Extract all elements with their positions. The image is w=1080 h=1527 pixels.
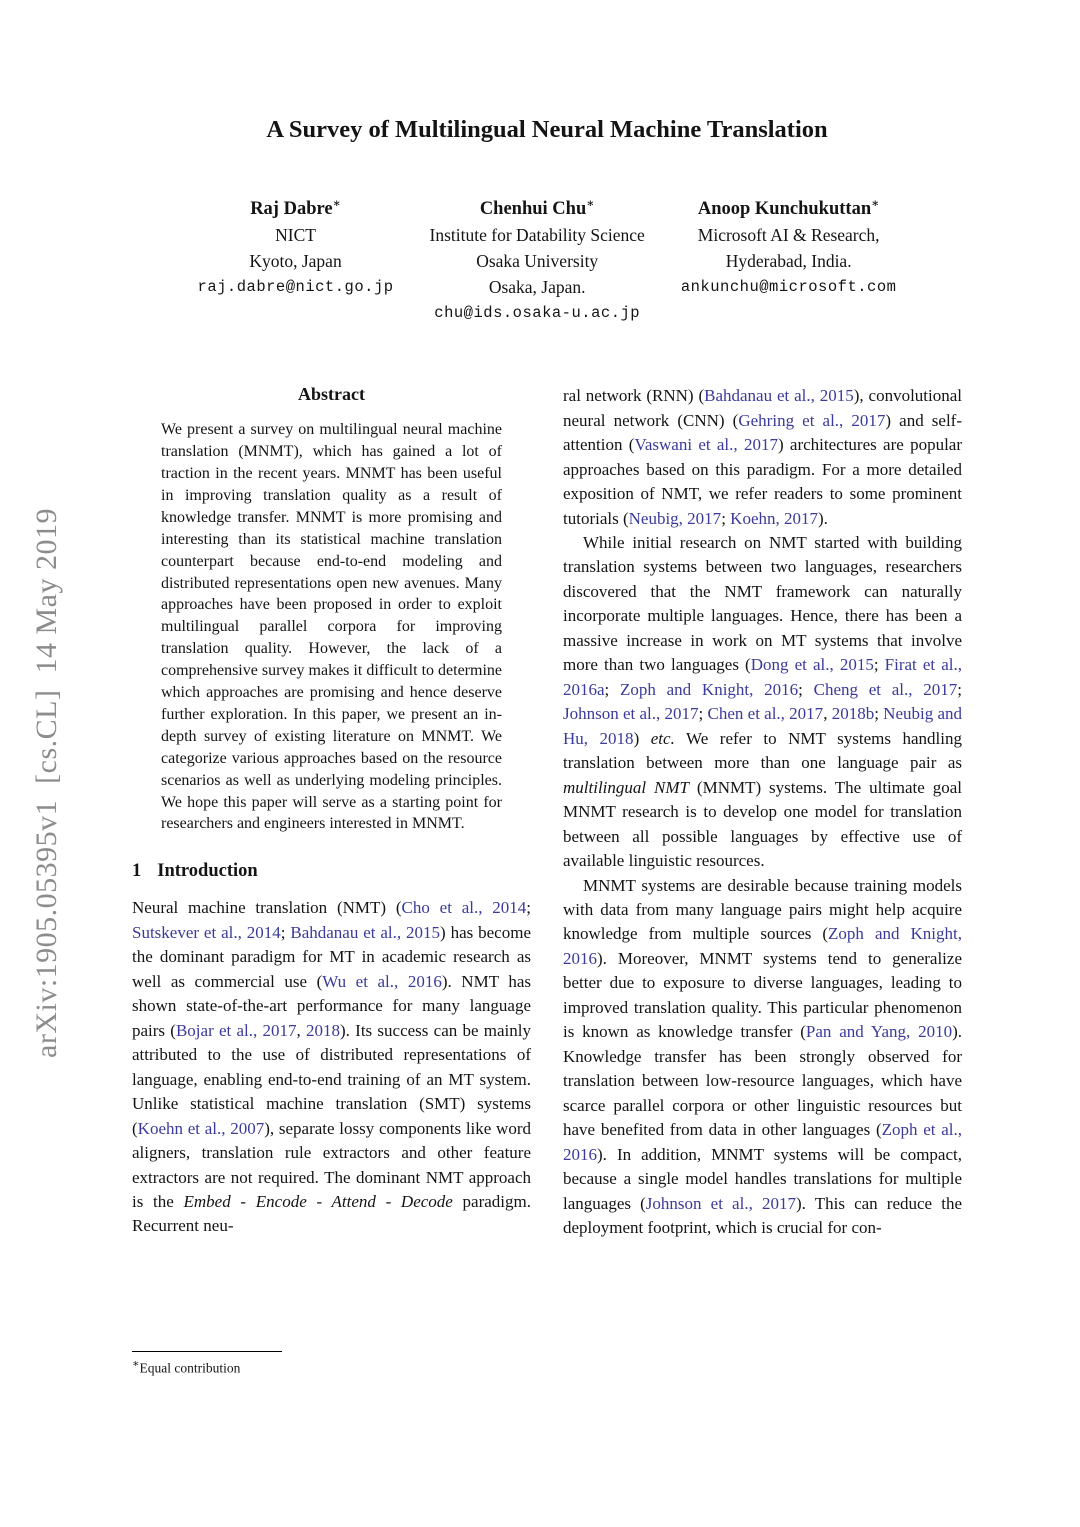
citation-link[interactable]: Gehring et al., 2017: [738, 410, 886, 430]
right-column: [563, 384, 962, 1376]
body-paragraph: MNMT systems are desirable because training models with data from many language pairs might help acquire knowledge from multiple sources (Zoph and Knight, 2016). Moreover, MNMT systems tend to generalize better due to exposure to diverse languages, leading to improved translation quality. This particular phenomenon is known as knowledge transfer (Pan and Yang, 2010). Knowledge transfer has been strongly observed for translation between low-resource languages, which have scarce parallel corpora or other linguistic resources but have benefited from data in other languages (Zoph et al., 2016). In addition, MNMT systems will be compact, because a single model handles translations for multiple languages (Johnson et al., 2017). This can reduce the deployment footprint, which is crucial for con-: [563, 875, 963, 1238]
author-affiliation: NICT: [275, 225, 316, 246]
footnote-text: Equal contribution: [139, 1360, 241, 1376]
author-name: [198, 190, 394, 222]
author-name: [430, 190, 645, 222]
author-name-text: Chenhui Chu: [479, 199, 587, 220]
citation-link[interactable]: Koehn, 2017: [730, 508, 818, 528]
author-footnote-marker: ∗: [332, 196, 341, 210]
author-affiliation: Kyoto, Japan: [249, 251, 342, 272]
citation-link[interactable]: 2018: [306, 1020, 341, 1040]
author-footnote-marker: ∗: [871, 196, 880, 210]
body-paragraph: While initial research on NMT started with building translation systems between two languages, researchers discovered that the NMT framework can naturally incorporate multiple languages. Hence, there has been a massive increase in work on MT systems that involve more than two languages (Dong et al., 2015; Firat et al., 2016a; Zoph and Knight, 2016; Cheng et al., 2017; Johnson et al., 2017; Chen et al., 2017, 2018b; Neubig and Hu, 2018) etc. We refer to NMT systems handling translation between more than one language pair as multilingual NMT (MNMT) systems. The ultimate goal MNMT research is to develop one model for translation between all possible languages by effective use of available linguistic resources.: [563, 532, 963, 871]
section-number: 1: [132, 861, 142, 882]
citation-link[interactable]: Vaswani et al., 2017: [634, 435, 778, 455]
author-affiliation: Osaka University: [476, 251, 599, 272]
citation-link[interactable]: Firat et al., 2016a: [563, 655, 962, 699]
citation-link[interactable]: Koehn et al., 2007: [137, 1118, 265, 1138]
citation-link[interactable]: Sutskever et al., 2014: [132, 922, 281, 942]
citation-link[interactable]: Bojar et al., 2017: [175, 1020, 297, 1040]
author-affiliation: Osaka, Japan.: [488, 277, 586, 298]
citation-link[interactable]: Cho et al., 2014: [401, 898, 527, 918]
author-row: [132, 190, 962, 326]
section-heading-introduction: [132, 861, 531, 882]
author-name-text: Raj Dabre: [250, 199, 333, 220]
arxiv-watermark: arXiv:1905.05395v1 [cs.CL] 14 May 2019: [30, 508, 63, 1058]
author-block-chenhui-chu: [430, 190, 645, 326]
citation-link[interactable]: Johnson et al., 2017: [645, 1193, 796, 1213]
italic-text: Embed - Encode - Attend - Decode: [183, 1192, 453, 1211]
citation-link[interactable]: Zoph and Knight, 2016: [620, 679, 799, 699]
citation-link[interactable]: Dong et al., 2015: [750, 655, 874, 675]
author-affiliation: Institute for Datability Science: [429, 225, 645, 246]
abstract-heading: Abstract: [298, 384, 365, 405]
author-block-anoop-kunchukuttan: [681, 190, 897, 300]
section-label: Introduction: [157, 861, 258, 882]
footnote-rule: [132, 1351, 282, 1352]
italic-text: etc.: [650, 728, 675, 748]
citation-link[interactable]: Bahdanau et al., 2015: [704, 386, 854, 406]
citation-link[interactable]: Neubig, 2017: [628, 508, 722, 528]
footnote: [132, 1343, 531, 1377]
author-footnote-marker: ∗: [586, 196, 595, 210]
author-email: ankunchu@microsoft.com: [680, 278, 897, 297]
footnote-marker: ∗: [132, 1357, 140, 1370]
author-block-raj-dabre: [198, 190, 394, 300]
citation-link[interactable]: Zoph et al., 2016: [563, 1120, 963, 1164]
author-affiliation: Microsoft AI & Research,: [697, 225, 880, 246]
citation-link[interactable]: Johnson et al., 2017: [563, 704, 699, 724]
citation-link[interactable]: Zoph and Knight, 2016: [563, 924, 962, 968]
intro-paragraph: Neural machine translation (NMT) (Cho et al., 2014; Sutskever et al., 2014; Bahdanau et al., 2015) has become the dominant paradigm for MT in academic research as well as commercial use (Wu et al., 2016). NMT has shown state-of-the-art performance for many language pairs (Bojar et al., 2017, 2018). Its success can be mainly attributed to the use of distributed representations of language, enabling end-to-end training of an MT system. Unlike statistical machine translation (SMT) systems (Koehn et al., 2007), separate lossy components like word aligners, translation rule extractors and other feature extractors are not required. The dominant NMT approach is the Embed - Encode - Attend - Decode paradigm. Recurrent neu-: [132, 898, 532, 1236]
citation-link[interactable]: Cheng et al., 2017: [813, 679, 958, 699]
citation-link[interactable]: 2018b: [831, 704, 875, 724]
italic-text: multilingual NMT: [563, 777, 689, 797]
body-paragraph: ral network (RNN) (Bahdanau et al., 2015), convolutional neural network (CNN) (Gehring et al., 2017) and self-attention (Vaswani et al., 2017) architectures are popular approaches based on this paradigm. For a more detailed exposition of NMT, we refer readers to some prominent tutorials (Neubig, 2017; Koehn, 2017).: [563, 386, 963, 528]
author-email: raj.dabre@nict.go.jp: [197, 278, 394, 297]
citation-link[interactable]: Chen et al., 2017: [707, 704, 824, 724]
author-name: [681, 190, 897, 222]
left-column: [132, 384, 531, 1376]
author-affiliation: Hyderabad, India.: [725, 251, 852, 272]
abstract-text: We present a survey on multilingual neural machine translation (MNMT), which has gained a lot of traction in the recent years. MNMT has been useful in improving translation quality as a result of knowledge transfer. MNMT is more promising and interesting than its statistical machine translation counterpart because end-to-end modeling and distributed representations open new avenues. Many approaches have been proposed in order to exploit multilingual parallel corpora for improving translation quality. However, the lack of a comprehensive survey makes it difficult to determine which approaches are promising and hence deserve further exploration. In this paper, we present an in-depth survey of existing literature on MNMT. We categorize various approaches based on the resource scenarios as well as underlying modeling principles. We hope this paper will serve as a starting point for researchers and engineers interested in MNMT.: [161, 421, 502, 833]
author-name-text: Anoop Kunchukuttan: [697, 199, 872, 220]
citation-link[interactable]: Bahdanau et al., 2015: [290, 922, 441, 942]
citation-link[interactable]: Pan and Yang, 2010: [805, 1022, 953, 1042]
citation-link[interactable]: Neubig and Hu, 2018: [563, 704, 963, 748]
citation-link[interactable]: Wu et al., 2016: [322, 971, 442, 991]
paper-title: A Survey of Multilingual Neural Machine Translation: [266, 116, 828, 143]
two-column-body: [132, 384, 962, 1376]
author-email: chu@ids.osaka-u.ac.jp: [434, 304, 641, 323]
